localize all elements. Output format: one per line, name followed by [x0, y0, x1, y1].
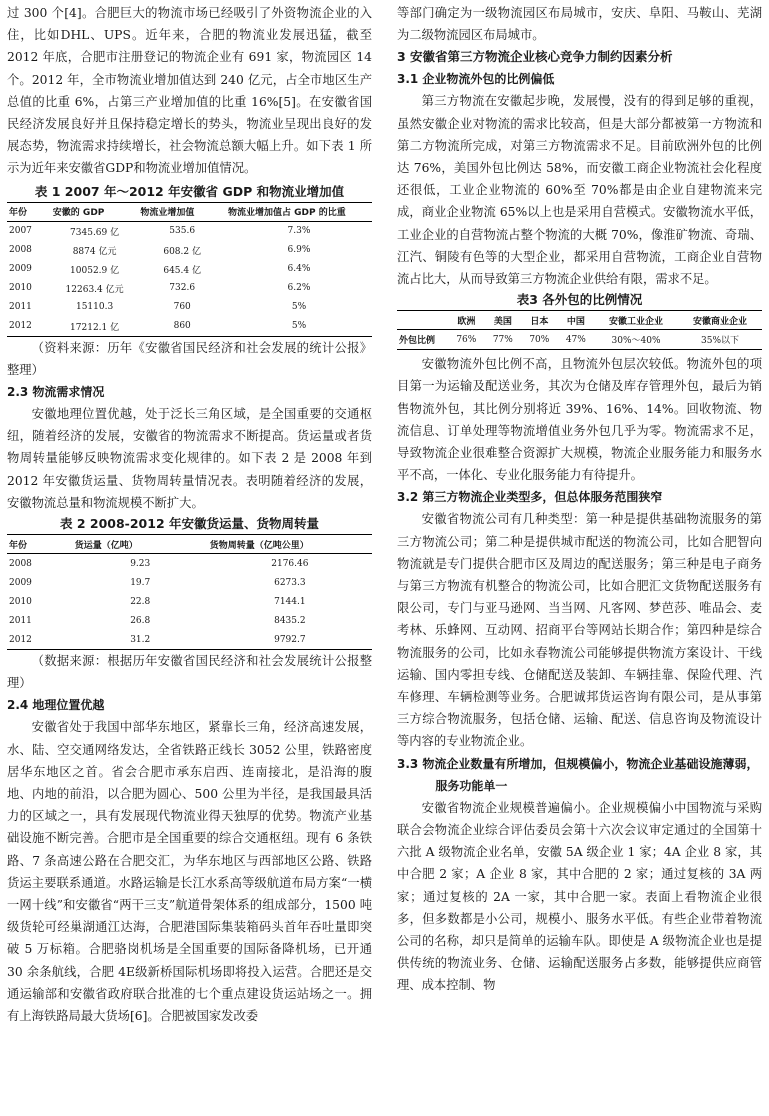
paragraph-demand: 安徽地理位置优越，处于泛长三角区域，是全国重要的交通枢纽，随着经济的发展，安徽省的物流需求不断提高。货运量或者货物周转量能够反映物流需求变化规律的。如下表 2 是 2008 年到 2012 年安徽货运量、货物周转量情况表。表明随着经济的发展，安徽物流总量和物流规模不断扩大。	[7, 407, 372, 510]
section-heading-3-3: 3.3 物流企业数量有所增加，但规模偏小，物流企业基础设施薄弱，服务功能单一	[397, 756, 759, 793]
table-cell: 7144.1	[274, 596, 306, 607]
table-cell: 77%	[485, 330, 522, 350]
table-3-header	[397, 311, 762, 330]
table-cell: 6.2%	[287, 283, 311, 294]
table-row	[7, 317, 372, 337]
table-3	[397, 290, 762, 350]
table-2-grid	[7, 534, 372, 650]
table-cell: 5%	[291, 302, 307, 313]
table-cell: 8435.2	[274, 615, 306, 626]
table-cell: 732.6	[169, 283, 196, 294]
table-3-header-cell: 美国	[485, 311, 522, 330]
table-1-header-cell: 安徽的 GDP	[51, 202, 139, 221]
table-1-caption: 表 1 2007 年～2012 年安徽省 GDP 和物流业增加值	[34, 183, 345, 199]
source-note-1: （资料来源：历年《安徽省国民经济和社会发展的统计公报》整理）	[7, 340, 372, 377]
table-cell: 2009	[9, 577, 32, 588]
section-heading-3-2: 3.2 第三方物流企业类型多，但总体服务范围狭窄	[397, 490, 663, 505]
table-cell: 7.3%	[287, 226, 311, 237]
table-row	[7, 592, 372, 611]
table-1	[7, 182, 372, 337]
table-cell: 35%以下	[678, 330, 762, 350]
table-cell: 70%	[521, 330, 558, 350]
table-row	[7, 241, 372, 260]
table-3-header-cell: 安徽工业企业	[594, 311, 678, 330]
paragraph-intro: 过 300 个[4]。合肥巨大的物流市场已经吸引了外资物流企业的入住，比如DHL、UPS。近年来，合肥的物流业发展迅猛，截至 2012 年底，合肥市注册登记的物流企业有 691 家，物流园区 14 个。2012 年，全市物流业增加值达到 240 亿元，占全市地区生产总值的比重 6%，占第三产业增加值的比重 16%[5]。在安徽省国民经济发展良好并且保持稳定增长的势头，物流业呈现出良好的发展态势，物流需求持续增长，社会物流总额大幅上升。如下表 1 所示为近年来安徽省GDP和物流业增加值情况。	[7, 6, 372, 176]
table-cell: 2010	[9, 596, 32, 607]
table-row	[7, 260, 372, 279]
table-cell: 2008	[9, 558, 32, 569]
table-cell: 31.2	[73, 630, 208, 650]
table-cell: 2008	[9, 245, 32, 256]
left-column	[7, 2, 372, 1027]
table-row	[397, 330, 762, 350]
table-2-header-cell: 货物周转量（亿吨公里）	[208, 535, 372, 554]
table-cell: 6.4%	[287, 264, 311, 275]
table-cell: 15110.3	[75, 302, 114, 313]
table-cell: 30%～40%	[594, 330, 678, 350]
table-row	[7, 573, 372, 592]
table-3-header-cell: 日本	[521, 311, 558, 330]
table-1-header	[7, 202, 372, 221]
table-cell: 76%	[448, 330, 485, 350]
table-cell: 10052.9 亿	[70, 265, 120, 276]
table-3-grid	[397, 310, 762, 350]
table-cell: 8874 亿元	[72, 246, 117, 257]
source-note-2: （数据来源：根据历年安徽省国民经济和社会发展统计公报整理）	[7, 654, 372, 691]
table-2-header	[7, 535, 372, 554]
paragraph-continued: 等部门确定为一级物流园区布局城市，安庆、阜阳、马鞍山、芜湖为二级物流园区布局城市。	[397, 6, 762, 43]
table-cell: 2011	[9, 302, 32, 313]
table-row	[7, 279, 372, 298]
table-cell: 2012	[7, 317, 51, 337]
table-row	[7, 298, 372, 317]
table-cell: 外包比例	[397, 330, 448, 350]
table-cell: 9792.7	[208, 630, 372, 650]
table-cell: 22.8	[130, 596, 151, 607]
table-cell: 860	[138, 317, 226, 337]
table-2-header-cell: 年份	[7, 535, 73, 554]
table-row	[7, 221, 372, 241]
table-cell: 2012	[7, 630, 73, 650]
table-3-header-cell: 中国	[558, 311, 595, 330]
paragraph-company-scale: 安徽省物流企业规模普遍偏小。企业规模偏小中国物流与采购联合会物流企业综合评估委员会第十六次会议审定通过的全国第十六批 A 级物流企业名单，安徽 5A 级企业 1 家；4A 企业 8 家，其中合肥 2 家；A 企业 8 家，其中合肥的 2 家；通过复核的 3A 两家；通过复核的 2A 一家，其中合肥一家。表面上看物流企业很多，但多数都是小公司，规模小、服务水平低。有些企业带着物流公司的名称，却只是简单的运输车队。即使是 A 级物流企业也是提供传统的物流业务、仓储、运输配送服务占多数，能够提供应商管理、成本控制、物	[397, 800, 762, 993]
table-cell: 17212.1 亿	[51, 317, 139, 337]
table-cell: 5%	[226, 317, 372, 337]
table-3-header-cell: 安徽商业企业	[678, 311, 762, 330]
table-cell: 760	[173, 302, 191, 313]
section-heading-3: 3 安徽省第三方物流企业核心竞争力制约因素分析	[397, 49, 673, 65]
table-cell: 2176.46	[271, 558, 309, 569]
table-3-caption: 表3 各外包的比例情况	[516, 292, 643, 308]
paragraph-outsourcing-level: 安徽物流外包比例不高，且物流外包层次较低。物流外包的项目第一为运输及配送业务，其次为仓储及库存管理外包，最后为销售物流外包，其比例分别将近 39%、16%、14%。回收物流、物流信息、订单处理等物流增值业务外包几乎为零。物流需求不足，导致物流企业很难整合资源扩大规模，物流企业服务能力和服务水平不高，一体化、专业化服务能力有待提升。	[397, 357, 762, 483]
table-cell: 12263.4 亿元	[65, 284, 124, 295]
table-1-grid	[7, 202, 372, 337]
table-cell: 2007	[9, 226, 32, 237]
table-1-header-cell: 物流业增加值占 GDP 的比重	[226, 202, 372, 221]
table-2	[7, 514, 372, 650]
table-3-header-cell: 欧洲	[448, 311, 485, 330]
table-cell: 2009	[9, 264, 32, 275]
table-cell: 9.23	[130, 558, 151, 569]
table-cell: 6.9%	[287, 245, 311, 256]
section-heading-2-3: 2.3 物流需求情况	[7, 385, 105, 400]
table-cell: 26.8	[130, 615, 151, 626]
table-cell: 645.4 亿	[163, 265, 201, 276]
right-column	[397, 2, 762, 997]
table-row	[7, 630, 372, 650]
paragraph-company-types: 安徽省物流公司有几种类型：第一种是提供基础物流服务的第三方物流公司；第二种是提供城市配送的物流公司，比如合肥智向物流就是专门提供合肥市区及周边的配送服务；第三种是电子商务与第三方物流有机整合的物流公司，比如合肥汇文货物配送服务有限公司，专门与亚马逊网、当当网、凡客网、梦芭莎、唯品会、麦考林、乐蜂网、互动网、招商平台等网站长期合作；第四种是综合物流服务的公司，比如永春物流公司能够提供物流方案设计、干线运输、国内零担专线、仓储配送及装卸、车辆挂靠、保险代理、汽车修理、车辆检测等业务。合肥诚邦货运咨询有限公司，是从事第三方综合物流服务，包括仓储、运输、配送、信息咨询及物流设计等内容的专业物流企业。	[397, 512, 762, 749]
table-row	[7, 554, 372, 574]
table-2-header-cell: 货运量（亿吨）	[73, 535, 208, 554]
table-cell: 2011	[9, 615, 32, 626]
paragraph-outsourcing: 第三方物流在安徽起步晚，发展慢，没有的得到足够的重视，虽然安徽企业对物流的需求比较高，但是大部分都被第一方物流和第二方物流所完成，对第三方物流需求不足。目前欧洲外包的比例达 76%，美国外包比例达 58%，而安徽工商企业物流社会化程度还很低，工业企业物流的 60%至 70%都是由企业自建物流来完成，商业企业物流 65%以上也是采用自营模式。安徽物流水平低，工业企业的自营物流占整个物流的大概 70%，像淮矿物流、奇瑞、江汽、铜陵有色等的大型企业，都采用自营物流，工商企业自营物流占比大，从而导致第三方物流企业供给有限，需求不足。	[397, 94, 762, 287]
table-cell: 2010	[9, 283, 32, 294]
table-1-header-cell: 物流业增加值	[138, 202, 226, 221]
table-2-caption: 表 2 2008-2012 年安徽货运量、货物周转量	[59, 516, 320, 532]
table-cell: 47%	[558, 330, 595, 350]
table-1-header-cell: 年份	[7, 202, 51, 221]
table-cell: 535.6	[169, 226, 196, 237]
table-cell: 7345.69 亿	[70, 227, 120, 238]
table-row	[7, 611, 372, 630]
table-cell: 608.2 亿	[163, 246, 201, 257]
section-heading-3-1: 3.1 企业物流外包的比例偏低	[397, 72, 555, 87]
table-3-header-cell	[397, 311, 448, 330]
section-heading-2-4: 2.4 地理位置优越	[7, 698, 105, 713]
table-cell: 6273.3	[274, 577, 306, 588]
table-cell: 19.7	[130, 577, 151, 588]
paragraph-location: 安徽省处于我国中部华东地区，紧靠长三角，经济高速发展，水、陆、空交通网络发达，全省铁路正线长 3052 公里，铁路密度居华东地区之首。省会合肥市承东启西、连南接北，是沿海的腹地、内地的前沿，以合肥为圆心、500 公里为半径，是我国最具活力的区域之一，具有发展现代物流业得天独厚的优势。物流产业基础设施不断完善。合肥市是全国重要的综合交通枢纽。现有 6 条铁路、7 条高速公路在合肥交汇，为华东地区与西部地区公路、铁路货运主要联系通道。水路运输是长江水系高等级航道布局方案“一横一网十线”和安徽省“两干三支”航道骨架体系的组成部分，1500 吨级货轮可经巢湖通江达海，合肥港国际集装箱码头首年吞吐量即突破 5 万标箱。合肥骆岗机场是全国重要的国际备降机场，已开通 30 余条航线，合肥 4E级新桥国际机场即将投入运营。合肥还是交通运输部和安徽省政府联合批准的七个重点建设货运站场之一。拥有上海铁路局最大货场[6]。合肥被国家发改委	[7, 720, 372, 1024]
